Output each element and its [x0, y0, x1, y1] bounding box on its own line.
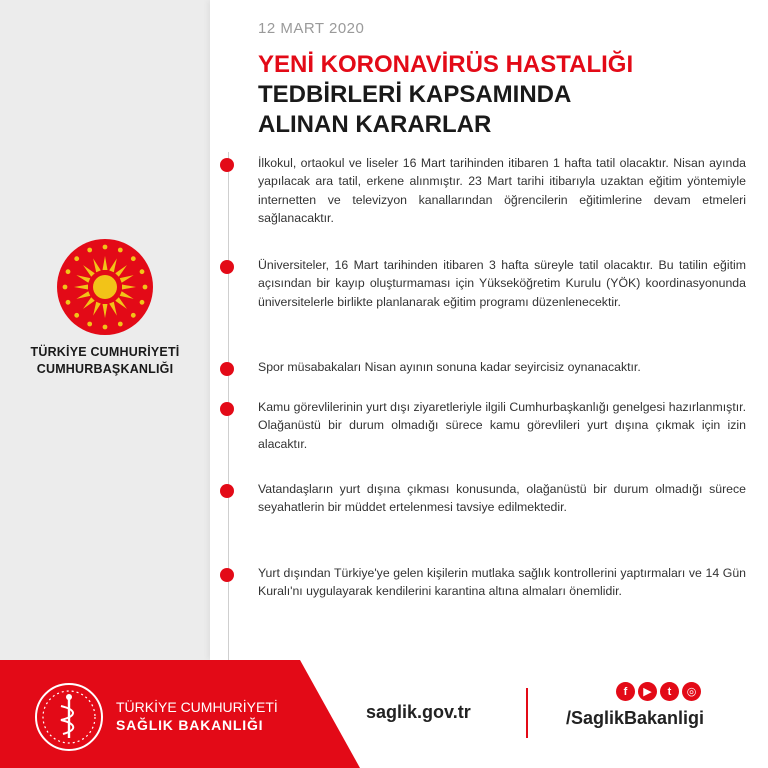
- decision-item-1: İlkokul, ortaokul ve liseler 16 Mart tarihinden itibaren 1 hafta tatil olacaktır. Nisan ayında yapılacak ara tatil, erkene alınmıştır. 23 Mart tarihi itibarıyla uzaktan eğitim yöntemiyle internetten ve televizyon kanallarından öğrencilerin eğitimlerine devam etmeleri sağlanacaktır.: [258, 156, 746, 226]
- timeline-bullet-icon: [220, 484, 234, 498]
- social-handle[interactable]: /SaglikBakanligi: [566, 708, 705, 728]
- title-line1: YENİ KORONAVİRÜS HASTALIĞI: [258, 51, 634, 78]
- timeline-bullet-icon: [220, 362, 234, 376]
- announcement-date: 12 MART 2020: [258, 20, 365, 37]
- presidency-line2: CUMHURBAŞKANLIĞI: [36, 362, 174, 376]
- presidency-line1: TÜRKİYE CUMHURİYETİ: [30, 345, 180, 359]
- decision-item-6: Yurt dışından Türkiye'ye gelen kişilerin mutlaka sağlık kontrollerini yaptırmaları ve 14 Gün Kuralı'nı uygulayarak kendilerini karantina altına almaları önemlidir.: [258, 566, 746, 599]
- ministry-name: [116, 698, 278, 734]
- timeline-bullet-icon: [220, 568, 234, 582]
- ministry-of-health-logo-icon: [34, 682, 104, 752]
- timeline-bullet-icon: [220, 260, 234, 274]
- decision-item-2: Üniversiteler, 16 Mart tarihinden itibaren 3 hafta süreyle tatil olacaktır. Bu tatilin eğitim açısından bir kayıp oluşturmaması için Yükseköğretim Kurulu (YÖK) koordinasyonunda üniversitelerle birlikte planlanarak eğitim programı düzenlenecektir.: [258, 258, 746, 309]
- facebook-icon[interactable]: f: [616, 682, 635, 701]
- presidency-title: [14, 344, 196, 378]
- decision-item-5: Vatandaşların yurt dışına çıkması konusunda, olağanüstü bir durum olmadığı sürece seyahatlerin bir müddet ertelenmesi tavsiye edilmektedir.: [258, 482, 746, 515]
- ministry-line2: SAĞLIK BAKANLIĞI: [116, 717, 264, 733]
- website-link[interactable]: saglik.gov.tr: [366, 702, 471, 722]
- decision-item-3: Spor müsabakaları Nisan ayının sonuna kadar seyircisiz oynanacaktır.: [258, 360, 641, 374]
- footer-divider: [526, 688, 528, 738]
- footer: [0, 660, 768, 768]
- title-line3: ALINAN KARARLAR: [258, 111, 492, 138]
- ministry-line1: TÜRKİYE CUMHURİYETİ: [116, 699, 278, 715]
- title-line2: TEDBİRLERİ KAPSAMINDA: [258, 81, 572, 108]
- page-title: [258, 50, 738, 140]
- twitter-icon[interactable]: t: [660, 682, 679, 701]
- timeline-bullet-icon: [220, 402, 234, 416]
- decision-item-4: Kamu görevlilerinin yurt dışı ziyaretleriyle ilgili Cumhurbaşkanlığı genelgesi hazırlanmıştır. Olağanüstü bir durum olmadığı sürece kamu görevlileri yurt dışına çıkmak için izin alacaktır.: [258, 400, 746, 451]
- timeline-bullet-icon: [220, 158, 234, 172]
- instagram-icon[interactable]: ◎: [682, 682, 701, 701]
- presidential-emblem-icon: [56, 238, 154, 336]
- social-icons: [616, 682, 701, 701]
- youtube-icon[interactable]: ▶: [638, 682, 657, 701]
